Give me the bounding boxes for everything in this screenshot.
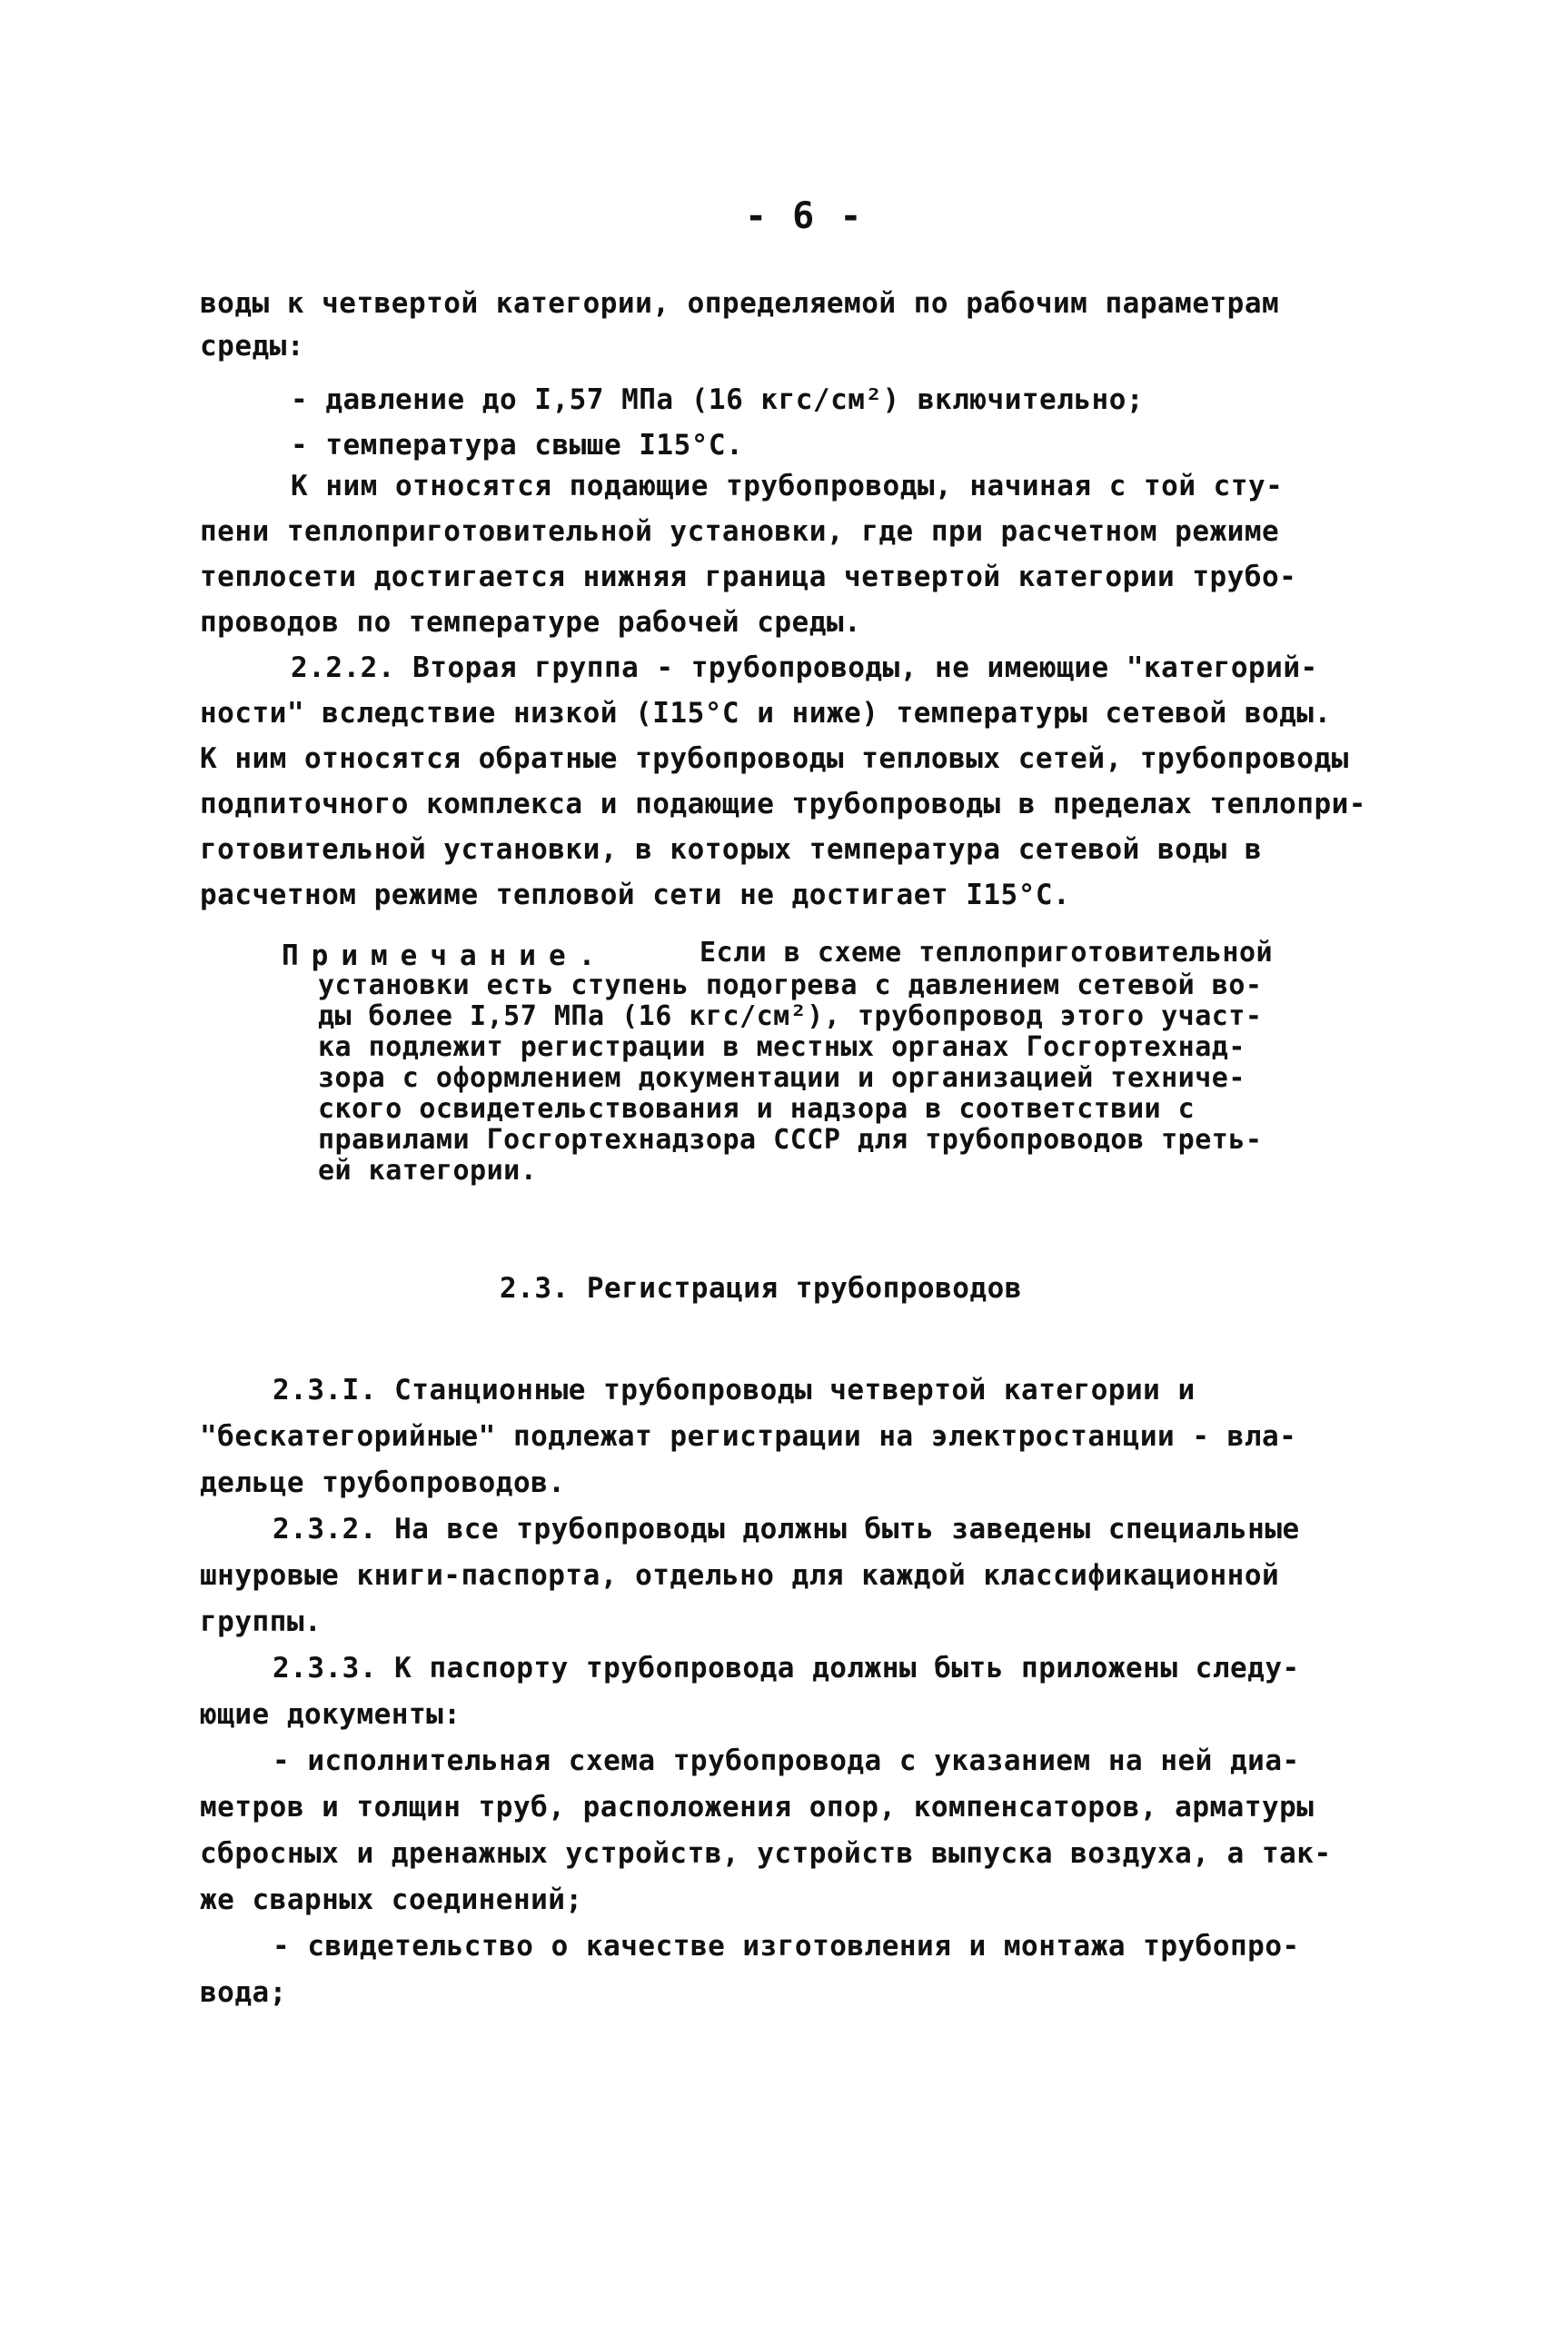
note-line: установки есть ступень подогрева с давлением сетевой во- (318, 969, 1263, 1001)
section-line: 2.3.2. На все трубопроводы должны быть заведены специальные (273, 1513, 1300, 1546)
body-line: среды: (200, 330, 304, 363)
body-line: пени теплоприготовительной установки, где при расчетном режиме (200, 515, 1280, 548)
body-line: подпиточного комплекса и подающие трубопроводы в пределах теплопри- (200, 788, 1366, 820)
section-line: ющие документы: (200, 1698, 461, 1731)
section-line: дельце трубопроводов. (200, 1466, 566, 1499)
section-line: группы. (200, 1605, 323, 1638)
body-line: - давление до I,57 МПа (16 кгс/см²) включительно; (291, 383, 1145, 416)
note-line: зора с оформлением документации и организацией техниче- (318, 1062, 1245, 1094)
section-line: 2.3.3. К паспорту трубопровода должны быть приложены следу- (273, 1652, 1300, 1685)
body-line: проводов по температуре рабочей среды. (200, 606, 862, 639)
body-line: воды к четвертой категории, определяемой по рабочим параметрам (200, 287, 1280, 320)
body-line: К ним относятся обратные трубопроводы тепловых сетей, трубопроводы (200, 742, 1349, 775)
body-line: ности" вследствие низкой (I15°С и ниже) температуры сетевой воды. (200, 697, 1332, 730)
note-line: правилами Госгортехнадзора СССР для трубопроводов треть- (318, 1124, 1263, 1156)
note-line: Если в схеме теплоприготовительной (700, 937, 1274, 969)
section-heading: 2.3. Регистрация трубопроводов (500, 1272, 1022, 1305)
body-line: теплосети достигается нижняя граница четвертой категории трубо- (200, 561, 1297, 593)
section-line: "бескатегорийные" подлежат регистрации на электростанции - вла- (200, 1420, 1297, 1453)
section-line: метров и толщин труб, расположения опор, компенсаторов, арматуры (200, 1791, 1315, 1824)
body-line: готовительной установки, в которых температура сетевой воды в (200, 833, 1262, 866)
note-line: ка подлежит регистрации в местных органах Госгортехнад- (318, 1031, 1245, 1063)
section-line: - свидетельство о качестве изготовления и монтажа трубопро- (273, 1930, 1300, 1963)
note-line: ей категории. (318, 1155, 538, 1187)
note-line: ского освидетельствования и надзора в соответствии с (318, 1093, 1196, 1125)
body-line: - температура свыше I15°С. (291, 429, 744, 462)
page-number: - 6 - (745, 195, 864, 237)
body-line: К ним относятся подающие трубопроводы, начиная с той сту- (291, 470, 1284, 502)
body-line: 2.2.2. Вторая группа - трубопроводы, не имеющие "категорий- (291, 651, 1318, 684)
section-line: вода; (200, 1976, 287, 2009)
section-line: сбросных и дренажных устройств, устройств выпуска воздуха, а так- (200, 1837, 1332, 1870)
section-line: же сварных соединений; (200, 1884, 583, 1916)
section-line: 2.3.I. Станционные трубопроводы четвертой категории и (273, 1374, 1196, 1407)
section-line: шнуровые книги-паспорта, отдельно для каждой классификационной (200, 1559, 1280, 1592)
note-label: Примечание. (282, 939, 609, 972)
note-line: ды более I,57 МПа (16 кгс/см²), трубопровод этого участ- (318, 1000, 1263, 1032)
body-line: расчетном режиме тепловой сети не достигает I15°С. (200, 879, 1071, 911)
section-line: - исполнительная схема трубопровода с указанием на ней диа- (273, 1745, 1300, 1777)
